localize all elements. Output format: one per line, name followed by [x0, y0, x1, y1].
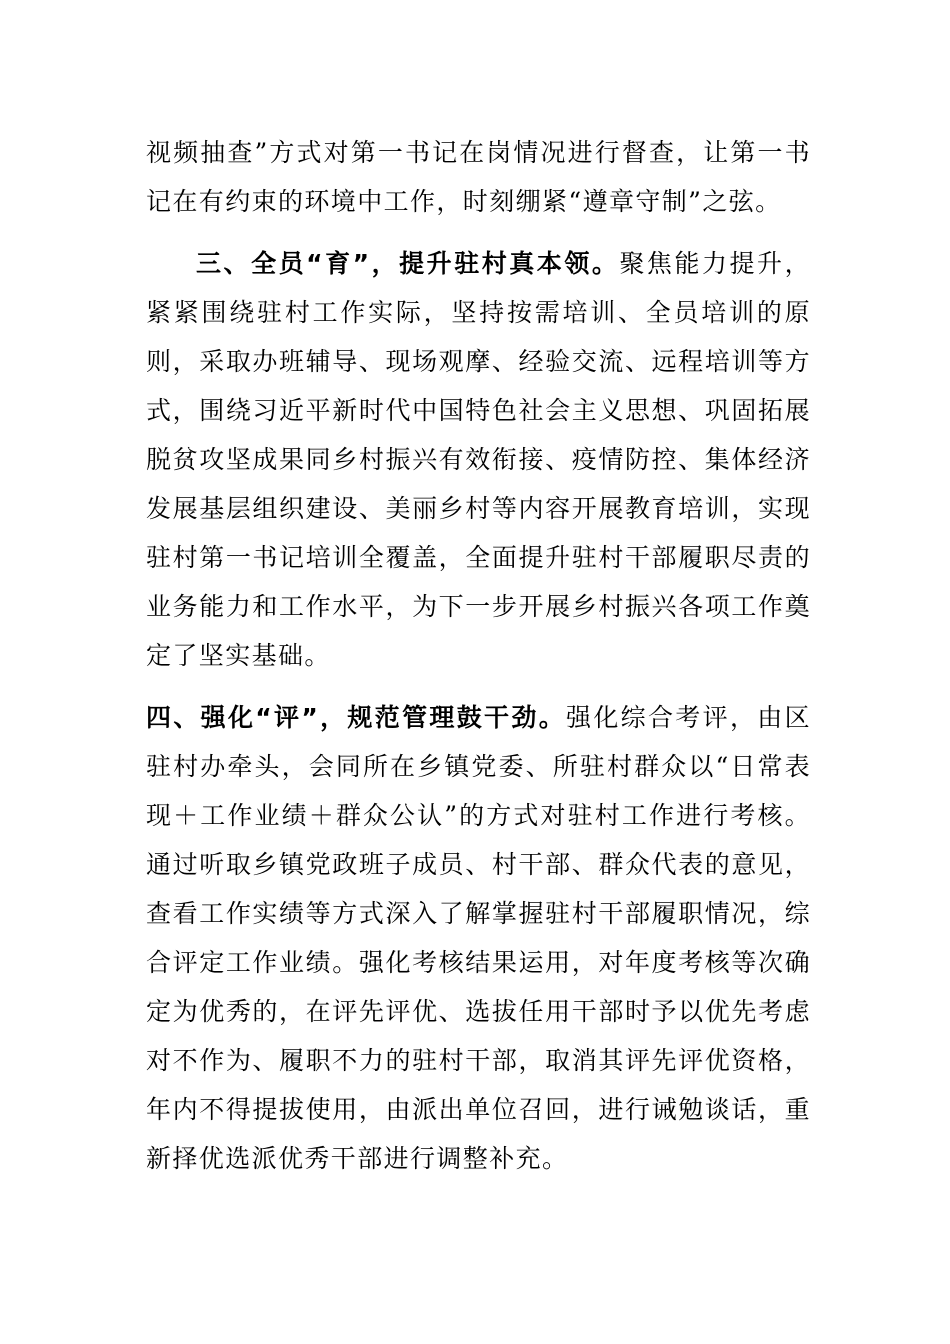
section-heading: 四、强化“评”，规范管理鼓干劲。 — [146, 703, 567, 732]
paragraph-text: 聚焦能力提升，紧紧围绕驻村工作实际，坚持按需培训、全员培训的原则，采取办班辅导、现场观摩、经验交流、远程培训等方式，围绕习近平新时代中国特色社会主义思想、巩固拓展脱贫攻坚成果同乡村振兴有效衔接、疫情防控、集体经济发展基层组织建设、美丽乡村等内容开展教育培训，实现驻村第一书记培训全覆盖，全面提升驻村干部履职尽责的业务能力和工作水平，为下一步开展乡村振兴各项工作奠定了坚实基础。 — [146, 249, 811, 670]
paragraph-continuation — [146, 128, 811, 226]
paragraph-text: 强化综合考评，由区驻村办牵头，会同所在乡镇党委、所驻村群众以“日常表现＋工作业绩＋群众公认”的方式对驻村工作进行考核。通过听取乡镇党政班子成员、村干部、群众代表的意见，查看工作实绩等方式深入了解掌握驻村干部履职情况，综合评定工作业绩。强化考核结果运用，对年度考核等次确定为优秀的，在评先评优、选拔任用干部时予以优先考虑对不作为、履职不力的驻村干部，取消其评先评优资格，年内不得提拔使用，由派出单位召回，进行诫勉谈话，重新择优选派优秀干部进行调整补充。 — [146, 703, 811, 1173]
paragraph-section-four — [146, 693, 811, 1183]
document-body — [146, 128, 811, 1183]
paragraph-text: 视频抽查”方式对第一书记在岗情况进行督查，让第一书记在有约束的环境中工作，时刻绷紧“遵章守制”之弦。 — [146, 138, 811, 216]
paragraph-section-three — [146, 239, 811, 680]
section-heading: 三、全员“育”，提升驻村真本领。 — [196, 249, 620, 278]
